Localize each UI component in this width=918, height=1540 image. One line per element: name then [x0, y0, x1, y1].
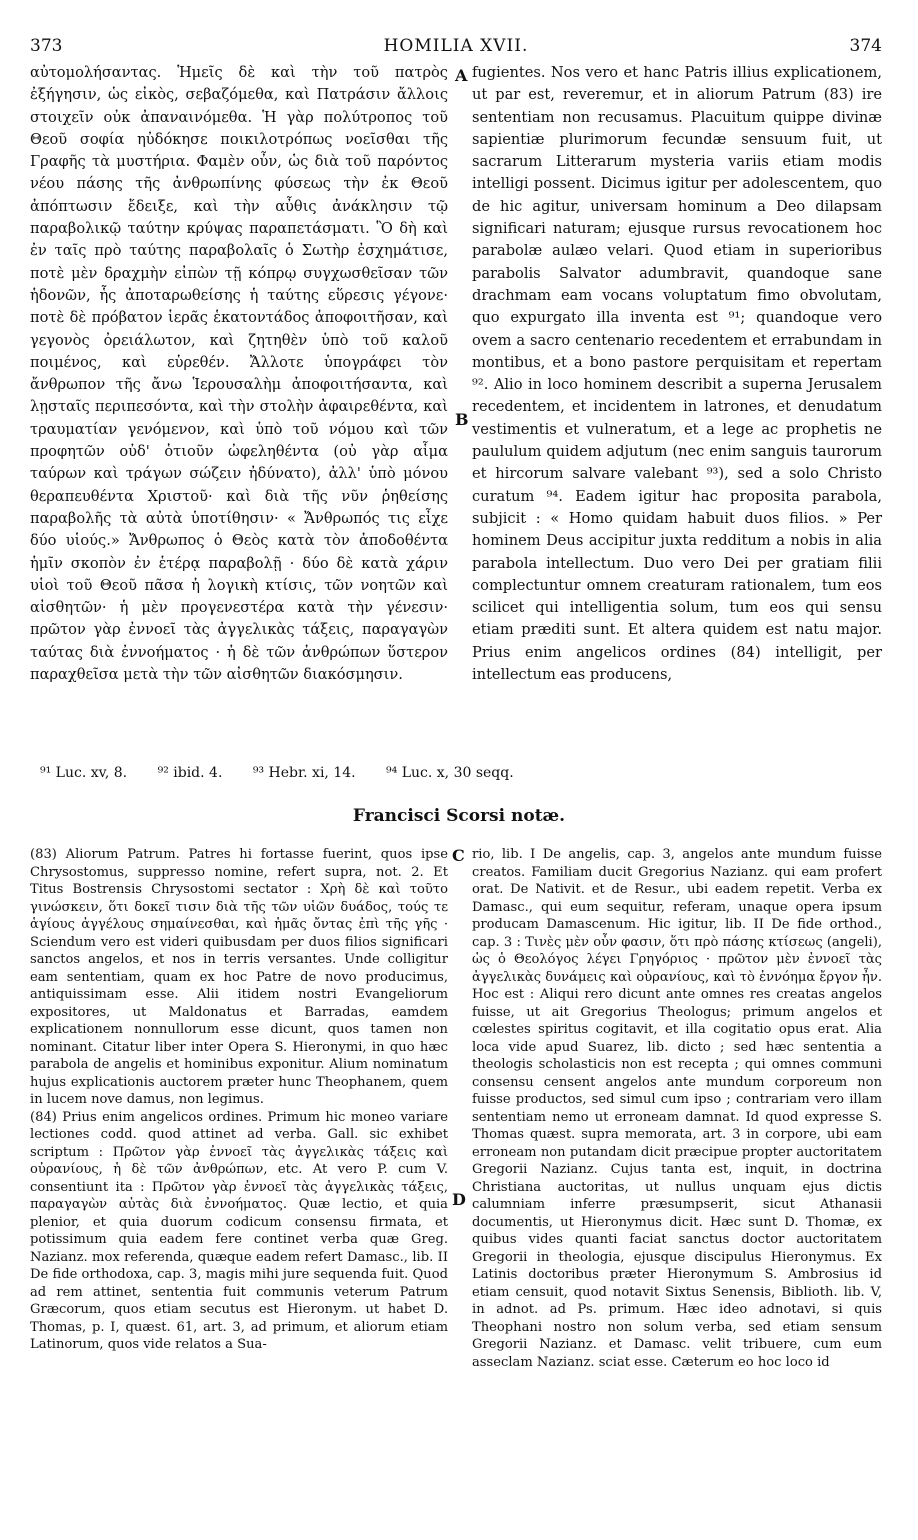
notes-left-column: (83) Aliorum Patrum. Patres hi fortasse fuerint, quos ipse Chrysostomus, suppresso nomine, refert supra, not. 2. Et Titus Bostrensis Chrysostomi sectator : Χρὴ δὲ καὶ τοῦτο γινώσκειν, ὅτι δοκεῖ τισιν διὰ τῆς τῶν υἱῶν δυάδος, τούς τε ἁγίους ἀγγέλους σημαίνεσθαι, καὶ ἡμᾶς ὄντας ἐπὶ τῆς γῆς · Sciendum vero est videri quibusdam per duos filios significari sanctos angelos, et nos in terris versantes. Unde colligitur eam sententiam, quam ex hoc Patre de novo producimus, antiquissimam esse. Alii itidem nostri Evangeliorum expositores, ut Maldonatus et Barradas, eamdem explicationem nonnullorum esse dicunt, quos tamen non nominant. Citatur liber inter Opera S. Hieronymi, in quo hæc parabola de angelis et hominibus exponitur. Alium nominatum hujus explicationis auctorem præter hunc Theophanem, quem in lucem nove damus, non legimus. (84) Prius enim angelicos ordines. Primum hic moneo variare lectiones codd. quod attinet ad verba. Gall. sic exhibet scriptum : Πρῶτον γὰρ ἐννοεῖ τὰς ἀγγελικὰς τάξεις καὶ οὐρανίους, ἡ δὲ τῶν ἀνθρώπων, etc. At vero P. cum V. consentiunt ita : Πρῶτον γὰρ ἐννοεῖ τὰς ἀγγελικὰς τάξεις, παραγαγὼν αὐτὰς διὰ ἐννοήματος. Quæ lectio, et quia plenior, et quia duorum codicum consensu firmata, et potissimum quia eadem fere continet verba quæ Greg. Nazianz. mox referenda, quæque eadem refert Damasc., lib. II De fide orthodoxa, cap. 3, magis mihi jure sequenda fuit. Quod ad rem attinet, sententia fuit communis veterum Patrum Græcorum, quos etiam secutus est Hieronym. ut habet D. Thomas, p. I, quæst. 61, art. 3, ad primum, et aliorum etiam Latinorum, quos vide relatos a Sua- — [30, 847, 448, 1352]
greek-text-column: αὐτομολήσαντας. Ἡμεῖς δὲ καὶ τὴν τοῦ πατρὸς ἐξήγησιν, ὡς εἰκὸς, σεβαζόμεθα, καὶ Πατράσιν ἄλλοις στοιχεῖν οὐκ ἀπαναινόμεθα. Ἡ γὰρ πολύτροπος τοῦ Θεοῦ σοφία ηὐδόκησε ποικιλοτρόπως νοεῖσθαι τῆς Γραφῆς τὰ μυστήρια. Φαμὲν οὖν, ὡς διὰ τοῦ παρόντος νέου πάσης τῆς ἀνθρωπίνης φύσεως τὴν ἐκ Θεοῦ ἀπόπτωσιν ἔδειξε, καὶ τὴν αὖθις ἀνάκλησιν τῷ παραβολικῷ ταύτην κρύψας παραπετάσματι. Ὃ δὴ καὶ ἐν ταῖς πρὸ ταύτης παραβολαῖς ὁ Σωτὴρ ἐσχημάτισε, ποτὲ μὲν δραχμὴν εἰπὼν τῇ κόπρῳ συγχωσθεῖσαν τῶν ἡδονῶν, ἧς ἀποταρωθείσης ἡ ταύτης εὕρεσις γέγονε· ποτὲ δὲ πρόβατον ἱερᾶς ἑκατοντάδος ἀποφοιτῆσαν, καὶ γεγονὸς ὀρειάλωτον, καὶ ζητηθὲν ὑπὸ τοῦ καλοῦ ποιμένος, καὶ εὑρεθέν. Ἄλλοτε ὑπογράφει τὸν ἄνθρωπον τῆς ἄνω Ἱερουσαλὴμ ἀποφοιτήσαντα, καὶ λῃσταῖς περιπεσόντα, καὶ τὴν στολὴν ἀφαιρεθέντα, καὶ τραυματίαν γενόμενον, καὶ ὑπὸ τοῦ νόμου καὶ τῶν προφητῶν οὐδ' ὁτιοῦν ὠφεληθέντα (οὐ γὰρ αἷμα ταύρων καὶ τράγων σώζειν ἠδύνατο), ἀλλ' ὑπὸ μόνου θεραπευθέντα Χριστοῦ· καὶ διὰ τῆς νῦν ῥηθείσης παραβολῆς τὰ αὐτὰ ὑποτίθησιν· « Ἄνθρωπός τις εἶχε δύο υἱούς.» Ἄνθρωπος ὁ Θεὸς κατὰ τὸν ἀποδοθέντα ἡμῖν σκοπὸν ἐν ἑτέρᾳ παραβολῇ · δύο δὲ κατὰ χάριν υἱοὶ τοῦ Θεοῦ πᾶσα ἡ λογικὴ κτίσις, τῶν νοητῶν καὶ αἰσθητῶν· ἡ μὲν προγενεστέρα κατὰ τὴν γένεσιν· πρῶτον γὰρ ἐννοεῖ τὰς ἀγγελικὰς τάξεις, παραγαγὼν ταύτας διὰ ἐννοήματος · ἡ δὲ τῶν ἀνθρώπων ὕστερον παραχθεῖσα μετὰ τὴν τῶν αἰσθητῶν διακόσμησιν. — [30, 64, 448, 684]
margin-marker-b: B — [455, 410, 469, 429]
page-title: HOMILIA XVII. — [383, 36, 529, 56]
page-number-left: 373 — [30, 36, 63, 56]
latin-text-column: fugientes. Nos vero et hanc Patris illius explicationem, ut par est, reveremur, et in aliorum Patrum (83) ire sententiam non recusamus. Placuitum quippe divinæ sapientiæ plurimorum fecundæ sensuum fuit, ut sacrarum Litterarum mysteria variis etiam modis intelligi possent. Dicimus igitur per adolescentem, quo de hic agitur, universam hominum a Deo dilapsam significari naturam; ejusque rursus revocationem hoc parabolæ aulæo velari. Quod etiam in superioribus parabolis Salvator adumbravit, quandoque sane drachmam eam vocans voluptatum fimo obvolutam, quo expurgato illa inventa est ⁹¹; quandoque vero ovem a sacro centenario recedentem et errabundam in montibus, et a bono pastore perquisitam et repertam ⁹². Alio in loco hominem describit a superna Jerusalem recedentem, et incidentem in latrones, et denudatum vestimentis et vulneratum, et a lege ac prophetis ne paululum quidem adjutum (nec enim sanguis taurorum et hircorum salvare valebant ⁹³), sed a solo Christo curatum ⁹⁴. Eadem igitur hac proposita parabola, subjicit : « Homo quidam habuit duos filios. » Per hominem Deus accipitur juxta redditum a nobis in alia parabola intellectum. Duo vero Dei per gratiam filii complectuntur omnem creaturam rationalem, tum eos scilicet qui intelligentia solum, tum eos qui sensu etiam præditi sunt. Et altera quidem est natu major. Prius enim angelicos ordines (84) intelligit, per intellectum eas producens, — [472, 64, 882, 684]
margin-marker-d: D — [452, 1190, 466, 1209]
margin-marker-a: A — [455, 66, 468, 85]
running-header — [30, 36, 882, 60]
notes-right-column: rio, lib. I De angelis, cap. 3, angelos ante mundum fuisse creatos. Familiam ducit Gregorius Nazianz. qui eam profert orat. De Nativit. et de Resur., ubi eadem repetit. Verba ex Damasc., qui eum sequitur, referam, unaque opera ipsum producam Damascenum. Hic igitur, lib. II De fide orthod., cap. 3 : Τινὲς μὲν οὖν φασιν, ὅτι πρὸ πάσης κτίσεως (angeli), ὡς ὁ Θεολόγος λέγει Γρηγόριος · πρῶτον μὲν ἐννοεῖ τὰς ἀγγελικὰς δυνάμεις καὶ οὐρανίους, καὶ τὸ ἐννόημα ἔργον ἦν. Hoc est : Aliqui rero dicunt ante omnes res creatas angelos fuisse, ut ait Gregorius Theologus; primum angelos et cœlestes spiritus cogitavit, et illa cogitatio opus erat. Alia loca vide apud Suarez, lib. dicto ; sed hæc sententia a theologis scholasticis non est recepta ; qui omnes communi consensu censent angelos ante mundum corporeum non fuisse productos, sed simul cum ipso ; contrariam vero illam sententiam nemo ut erroneam damnat. Id quod expresse S. Thomas quæst. supra memorata, art. 3 in corpore, ubi eam erroneam non putandam dicit præcipue propter auctoritatem Gregorii Nazianz. Cujus tanta est, inquit, in doctrina Christiana auctoritas, ut nullus unquam ejus dictis calumniam inferre præsumpserit, sicut Athanasii documentis, ut Hieronymus dicit. Hæc sunt D. Thomæ, ex quibus vides quanti faciat sanctus doctor auctoritatem Gregorii in theologia, ejusque discipulus Hieronymus. Ex Latinis doctoribus præter Hieronymum S. Ambrosius id etiam censuit, quod notavit Sixtus Senensis, Biblioth. lib. V, in adnot. ad Ps. primum. Hæc ideo adnotavi, si quis Theophani nostro non solum verba, sed etiam sensum Gregorii Nazianz. et Damasc. velit tribuere, cum eum asseclam Nazianz. sciat esse. Cæterum eo hoc loco id — [472, 847, 882, 1370]
page-number-right: 374 — [849, 36, 882, 56]
footnote: ⁹² ibid. 4. — [157, 765, 223, 781]
notes-title: Francisci Scorsi notæ. — [352, 806, 566, 826]
footnote: ⁹⁴ Luc. x, 30 seqq. — [386, 765, 514, 781]
footnote: ⁹¹ Luc. xv, 8. — [40, 765, 128, 781]
footnote: ⁹³ Hebr. xi, 14. — [252, 765, 356, 781]
margin-marker-c: C — [452, 846, 465, 865]
footnotes — [40, 765, 880, 781]
